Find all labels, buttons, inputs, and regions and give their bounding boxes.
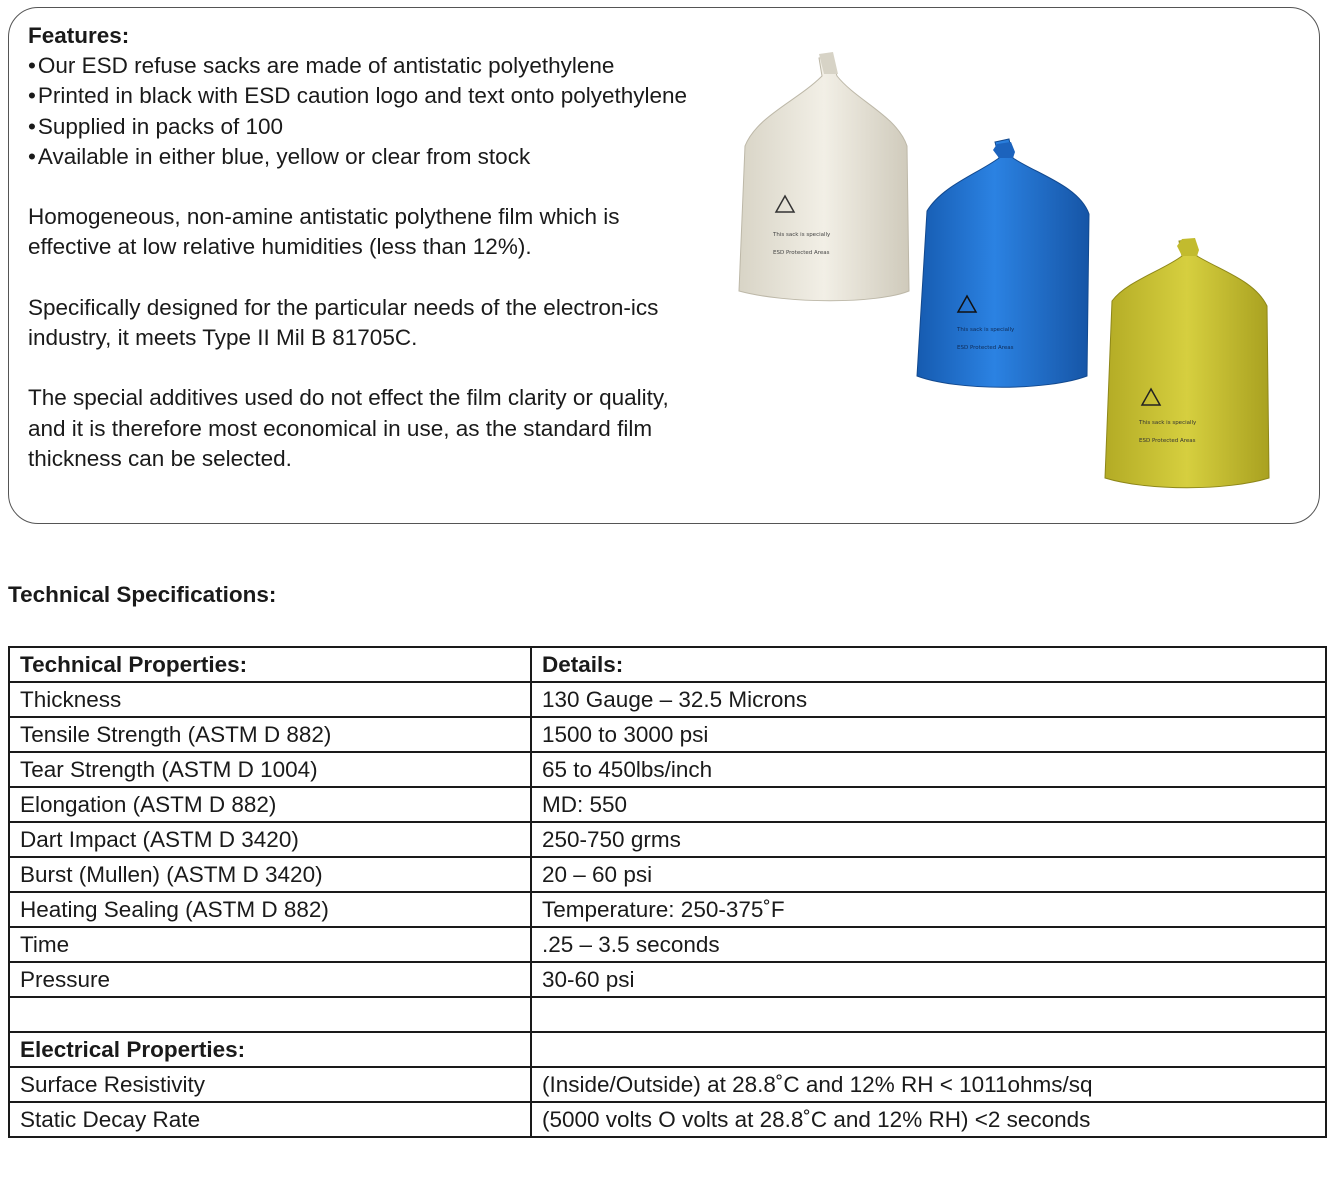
refuse-sacks-image	[727, 46, 1287, 496]
table-row	[9, 822, 1326, 857]
table-row	[9, 927, 1326, 962]
feature-item: • Supplied in packs of 100	[28, 112, 708, 142]
property-cell: Tear Strength (ASTM D 1004)	[9, 752, 531, 787]
details-cell: Details:	[531, 647, 1326, 682]
table-row	[9, 1102, 1326, 1137]
blue-bag	[917, 139, 1089, 387]
property-cell: Surface Resistivity	[9, 1067, 531, 1102]
features-title: Features:	[28, 23, 130, 48]
property-cell: Time	[9, 927, 531, 962]
features-list	[28, 51, 708, 172]
property-cell: Tensile Strength (ASTM D 882)	[9, 717, 531, 752]
property-cell	[9, 997, 531, 1032]
details-cell: .25 – 3.5 seconds	[531, 927, 1326, 962]
property-cell: Elongation (ASTM D 882)	[9, 787, 531, 822]
table-row	[9, 962, 1326, 997]
details-cell: 65 to 450lbs/inch	[531, 752, 1326, 787]
description-paragraph: Homogeneous, non-amine antistatic polythene film which is effective at low relative humidities (less than 12%).	[28, 204, 620, 260]
table-row	[9, 717, 1326, 752]
table-row	[9, 1032, 1326, 1067]
bag-text: This sack is specially	[957, 327, 1015, 333]
property-cell: Pressure	[9, 962, 531, 997]
spec-heading: Technical Specifications:	[8, 582, 277, 607]
table-row	[9, 1067, 1326, 1102]
property-cell: Burst (Mullen) (ASTM D 3420)	[9, 857, 531, 892]
property-cell: Electrical Properties:	[9, 1032, 531, 1067]
description-paragraph: Specifically designed for the particular needs of the electron-ics industry, it meets Type II Mil B 81705C.	[28, 294, 659, 350]
description-paragraph: The special additives used do not effect the film clarity or quality, and it is therefore most economical in use, as the standard film thickness can be selected.	[28, 385, 669, 471]
feature-item: • Our ESD refuse sacks are made of antistatic polyethylene	[28, 51, 708, 81]
bag-text: ESD Protected Areas	[1139, 438, 1196, 444]
table-row	[9, 892, 1326, 927]
details-cell	[531, 1032, 1326, 1067]
property-cell: Technical Properties:	[9, 647, 531, 682]
details-cell	[531, 997, 1326, 1032]
bag-text: ESD Protected Areas	[957, 345, 1014, 351]
bag-text: ESD Protected Areas	[773, 250, 830, 256]
feature-item: • Printed in black with ESD caution logo and text onto polyethylene	[28, 81, 708, 111]
details-cell: (5000 volts O volts at 28.8˚C and 12% RH) <2 seconds	[531, 1102, 1326, 1137]
property-cell: Dart Impact (ASTM D 3420)	[9, 822, 531, 857]
table-row	[9, 857, 1326, 892]
details-cell: MD: 550	[531, 787, 1326, 822]
table-row	[9, 682, 1326, 717]
property-cell: Thickness	[9, 682, 531, 717]
table-row	[9, 647, 1326, 682]
feature-item: • Available in either blue, yellow or clear from stock	[28, 142, 708, 172]
details-cell: 250-750 grms	[531, 822, 1326, 857]
table-row	[9, 787, 1326, 822]
spec-table	[8, 646, 1327, 1138]
yellow-bag	[1105, 238, 1269, 488]
table-row	[9, 752, 1326, 787]
details-cell: 1500 to 3000 psi	[531, 717, 1326, 752]
features-panel	[8, 7, 1320, 524]
clear-bag	[739, 52, 909, 301]
features-text	[28, 21, 708, 474]
bag-text: This sack is specially	[1139, 420, 1197, 426]
property-cell: Heating Sealing (ASTM D 882)	[9, 892, 531, 927]
property-cell: Static Decay Rate	[9, 1102, 531, 1137]
details-cell: 20 – 60 psi	[531, 857, 1326, 892]
table-row	[9, 997, 1326, 1032]
details-cell: (Inside/Outside) at 28.8˚C and 12% RH < 1011ohms/sq	[531, 1067, 1326, 1102]
details-cell: Temperature: 250-375˚F	[531, 892, 1326, 927]
details-cell: 130 Gauge – 32.5 Microns	[531, 682, 1326, 717]
details-cell: 30-60 psi	[531, 962, 1326, 997]
bag-text: This sack is specially	[773, 232, 831, 238]
